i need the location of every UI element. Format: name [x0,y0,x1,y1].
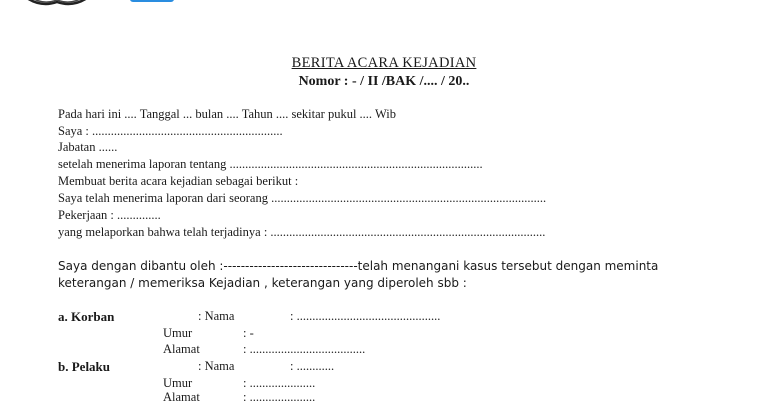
intro-line-pelapor: Saya telah menerima laporan dari seorang ........................................................................................ [58,191,547,205]
statement-line-1: Saya dengan dibantu oleh :-------------------------------telah menangani kasus tersebut dengan meminta [58,259,659,273]
intro-line-date: Pada hari ini .... Tanggal ... bulan .... Tahun .... sekitar pukul .... Wib [58,107,396,121]
pelaku-nama-label: : Nama [198,359,235,373]
pelaku-nama-value: : ............ [290,359,335,373]
pelaku-heading: b. Pelaku [58,359,111,374]
korban-umur-label: Umur [163,326,193,340]
intro-line-jabatan: Jabatan ...... [58,140,118,154]
korban-heading: a. Korban [58,309,115,324]
intro-line-pekerjaan: Pekerjaan : .............. [58,208,161,222]
korban-nama-label: : Nama [198,309,235,323]
korban-alamat-label: Alamat [163,342,200,356]
document-number: Nomor : - / II /BAK /.... / 20.. [298,74,470,89]
korban-umur-value: : - [243,326,254,340]
intro-line-terjadinya: yang melaporkan bahwa telah terjadinya : ........................................................................................ [58,225,546,239]
pelaku-umur-value: : ..................... [243,376,316,390]
pelaku-umur-label: Umur [163,376,193,390]
document-title: BERITA ACARA KEJADIAN [291,55,477,71]
pelaku-alamat-label: Alamat [163,390,200,404]
intro-line-laporan: setelah menerima laporan tentang ................................................................................. [58,157,483,171]
institution-logo-icon [22,0,92,8]
statement-line-2: keterangan / memeriksa Kejadian , keterangan yang diperoleh sbb : [58,276,467,290]
intro-line-membuat: Membuat berita acara kejadian sebagai berikut : [58,174,299,188]
korban-alamat-value: : ..................................... [243,342,366,356]
pelaku-alamat-value: : ..................... [243,390,316,404]
intro-line-saya: Saya : ............................................................. [58,124,283,138]
brand-logo-icon [128,0,176,6]
korban-nama-value: : .............................................. [290,309,441,323]
